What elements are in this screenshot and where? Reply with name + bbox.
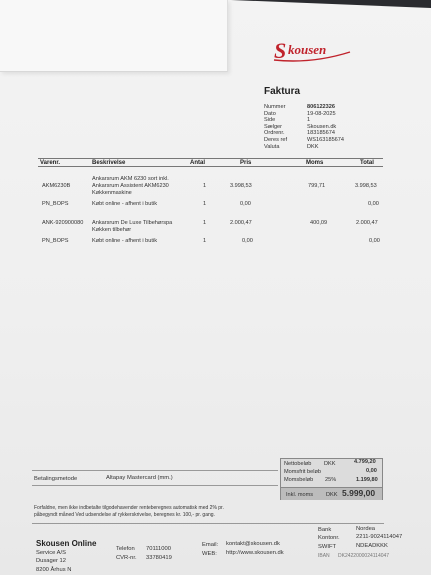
- momsbelob-value: 1.199,80: [356, 477, 378, 483]
- footer-address-line: Dusager 12: [36, 558, 66, 564]
- svg-text:kousen: kousen: [288, 42, 327, 57]
- web-label: WEB:: [202, 551, 217, 557]
- konto-value: 2211-9024114047: [356, 534, 403, 540]
- col-varenr: Varenr.: [40, 160, 61, 166]
- footer-address-line: 8200 Århus N: [36, 567, 72, 573]
- meta-value: 19-08-2025: [307, 110, 336, 117]
- meta-key: Nummer: [264, 104, 286, 110]
- meta-value: DKK: [307, 143, 319, 150]
- meta-value: 1: [307, 117, 311, 124]
- row-pris: 3.998,53: [230, 183, 252, 189]
- row-pris: 2.000,47: [230, 220, 252, 226]
- background-corner: [231, 0, 431, 8]
- iban-value: DK2422000024114047: [338, 553, 390, 559]
- netto-label: Nettobeløb: [284, 461, 312, 467]
- svg-text:S: S: [274, 38, 287, 63]
- meta-value: 183185674: [307, 130, 335, 137]
- inkl-value: 5.999,00: [342, 488, 376, 498]
- table-header: [38, 158, 383, 167]
- row-antal: 1: [203, 201, 207, 207]
- row-varenr: AKM6230B: [42, 183, 71, 189]
- col-moms: Moms: [306, 160, 324, 166]
- cvr-label: CVR-nr.: [116, 555, 137, 561]
- payment-value: Altapay Mastercard (mm.): [106, 475, 173, 481]
- col-total: Total: [360, 160, 374, 166]
- netto-value: 4.799,20: [354, 459, 376, 465]
- row-moms: 799,71: [308, 183, 326, 189]
- row-varenr: ANK-920900080: [42, 220, 84, 226]
- row-total: 0,00: [368, 201, 379, 207]
- swift-value: NDEADKKK: [356, 543, 388, 549]
- bank-value: Nordea: [356, 526, 376, 532]
- momsfrit-value: 0,00: [366, 468, 377, 474]
- telefon-label: Telefon: [116, 546, 135, 552]
- row-total: 2.000,47: [356, 220, 378, 226]
- momsbelob-label: Momsbeløb: [284, 477, 314, 483]
- row-desc: Ankarsrum AKM 6230 sort inkl.: [92, 176, 169, 182]
- meta-value: Skousen.dk: [307, 123, 337, 130]
- email-label: Email:: [202, 542, 219, 548]
- meta-key: Dato: [264, 110, 276, 117]
- row-pris: 0,00: [242, 238, 253, 244]
- row-antal: 1: [203, 238, 207, 244]
- row-desc: Ankarsrum Assistent AKM6230: [92, 183, 169, 189]
- meta-key: Ordrenr.: [264, 130, 285, 137]
- cvr-value: 33780419: [146, 555, 172, 561]
- footer-company: Skousen Online: [36, 539, 97, 548]
- notice-line1: Forfaldne, men ikke indbetalte tilgodehavender renteberegnes automatisk med 2% pr.: [34, 505, 224, 511]
- row-desc: Købt online - afhent i butik: [92, 238, 157, 244]
- row-antal: 1: [203, 183, 207, 189]
- row-varenr: PN_BOPS: [42, 238, 69, 244]
- footer-address-line: Service A/S: [36, 550, 66, 556]
- meta-value: 806122326: [307, 104, 335, 110]
- row-varenr: PN_BOPS: [42, 201, 69, 207]
- meta-key: Side: [264, 117, 276, 124]
- divider: [32, 523, 384, 524]
- invoice-title: Faktura: [264, 86, 301, 97]
- col-antal: Antal: [190, 160, 205, 166]
- momsbelob-rate: 25%: [325, 477, 337, 483]
- row-desc: Købt online - afhent i butik: [92, 201, 157, 207]
- meta-key: Deres ref: [264, 136, 288, 143]
- netto-currency: DKK: [324, 461, 336, 467]
- row-desc: Køkkenmaskine: [92, 190, 132, 196]
- row-desc: Køkken tilbehør: [92, 227, 132, 233]
- row-total: 0,00: [369, 238, 380, 244]
- col-beskrivelse: Beskrivelse: [92, 160, 126, 166]
- overlay-paper-sheet: [0, 0, 228, 72]
- divider: [32, 485, 278, 486]
- row-moms: 400,09: [310, 220, 328, 226]
- email-link[interactable]: kontakt@skousen.dk: [226, 541, 280, 547]
- konto-label: Kontonr.: [318, 535, 340, 541]
- col-pris: Pris: [240, 160, 252, 166]
- iban-label: IBAN: [318, 553, 330, 559]
- payment-label: Betalingsmetode: [34, 476, 78, 482]
- meta-value: WS163185674: [307, 136, 345, 143]
- web-link[interactable]: http://www.skousen.dk: [226, 550, 284, 556]
- notice-line2: påbegyndt måned Ved udsendelse af rykkerskrivelse, beregnes kr. 100,- pr. gang.: [34, 512, 215, 518]
- invoice-meta: [264, 104, 387, 150]
- row-antal: 1: [203, 220, 207, 226]
- swift-label: SWIFT: [318, 544, 337, 550]
- inkl-label: Inkl. moms: [286, 492, 314, 498]
- meta-key: Valuta: [264, 143, 280, 150]
- telefon-value: 70111000: [146, 546, 171, 552]
- inkl-currency: DKK: [326, 492, 338, 498]
- row-total: 3.998,53: [355, 183, 377, 189]
- bank-label: Bank: [318, 527, 332, 533]
- divider: [32, 470, 278, 471]
- skousen-logo-icon: [272, 30, 352, 70]
- meta-key: Sælger: [264, 123, 283, 130]
- momsfrit-label: Momsfrit beløb: [284, 469, 321, 475]
- row-pris: 0,00: [240, 201, 251, 207]
- row-desc: Ankarsrum De Luxe Tilbehørspa: [92, 220, 173, 226]
